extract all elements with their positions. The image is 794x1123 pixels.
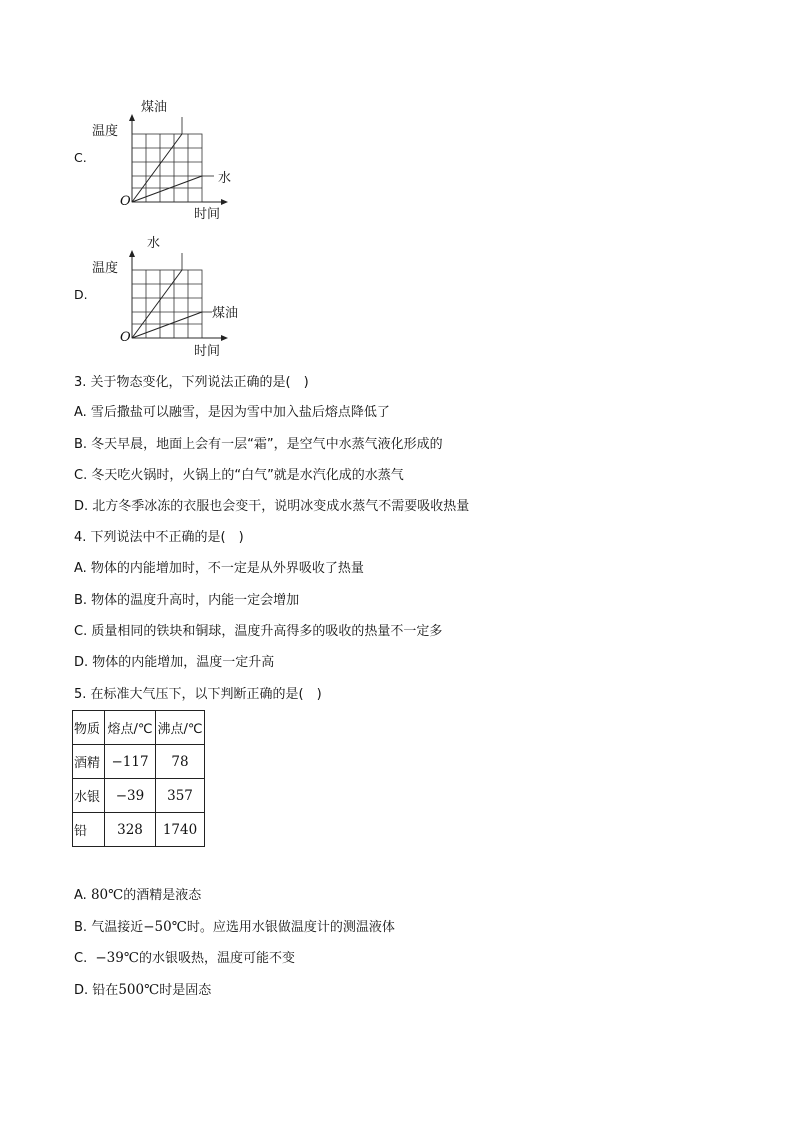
table-cell: 357	[156, 779, 205, 813]
option-math: 500℃	[118, 982, 160, 998]
figure-d-y-axis-label: 温度	[92, 261, 119, 276]
q4-option-b: B. 物体的温度升高时，内能一定会增加	[74, 593, 300, 608]
q5-option-c	[74, 950, 295, 967]
table-header-row	[73, 711, 205, 745]
figure-c-origin-label: O	[120, 194, 131, 209]
option-letter: C.	[74, 951, 88, 966]
table-cell: 酒精	[73, 745, 105, 779]
q5-option-d	[74, 982, 211, 999]
table-header-cell: 熔点/℃	[105, 711, 156, 745]
figure-c-top-line-label: 煤油	[141, 100, 168, 115]
table-cell: 328	[105, 813, 156, 847]
q3-option-d: D. 北方冬季冰冻的衣服也会变干，说明冰变成水蒸气不需要吸收热量	[74, 499, 470, 514]
option-math: −39℃	[95, 950, 139, 966]
figure-d-bottom-line-label: 煤油	[212, 306, 239, 321]
q5-option-a	[74, 887, 201, 904]
q3-option-a: A. 雪后撒盐可以融雪，是因为雪中加入盐后熔点降低了	[74, 405, 390, 420]
option-pre: 气温接近	[91, 920, 144, 935]
table-cell: 水银	[73, 779, 105, 813]
figure-c-bottom-line-label: 水	[218, 171, 232, 186]
figure-c-x-axis-label: 时间	[194, 207, 221, 222]
figure-c-graph	[120, 112, 230, 212]
option-math: 80℃	[90, 887, 124, 903]
option-letter: A.	[74, 888, 87, 903]
figure-c	[70, 92, 250, 222]
q3-stem: 3. 关于物态变化，下列说法正确的是( )	[74, 375, 309, 390]
table-row	[73, 745, 205, 779]
option-math: −50℃	[143, 919, 187, 935]
table-cell: 1740	[156, 813, 205, 847]
figure-d-graph	[120, 248, 230, 348]
q5-data-table	[72, 710, 205, 847]
option-text: 的水银吸热，温度可能不变	[138, 951, 295, 966]
table-row	[73, 779, 205, 813]
table-cell: 铅	[73, 813, 105, 847]
option-text: 时是固态	[159, 983, 212, 998]
table-header-cell: 沸点/℃	[156, 711, 205, 745]
option-letter: D.	[74, 983, 89, 998]
figure-c-y-axis-label: 温度	[92, 124, 119, 139]
figure-d-origin-label: O	[120, 330, 131, 345]
table-row	[73, 813, 205, 847]
figure-c-option-label: C.	[74, 150, 87, 165]
table-header-cell: 物质	[73, 711, 105, 745]
table-cell: −39	[105, 779, 156, 813]
option-text: 的酒精是液态	[123, 888, 202, 903]
option-letter: B.	[74, 920, 88, 935]
q5-stem: 5. 在标准大气压下，以下判断正确的是( )	[74, 687, 322, 702]
table-cell: 78	[156, 745, 205, 779]
q3-option-b: B. 冬天早晨，地面上会有一层“霜”，是空气中水蒸气液化形成的	[74, 437, 443, 452]
q3-option-c: C. 冬天吃火锅时，火锅上的“白气”就是水汽化成的水蒸气	[74, 468, 404, 483]
table-cell: −117	[105, 745, 156, 779]
q4-option-c: C. 质量相同的铁块和铜球，温度升高得多的吸收的热量不一定多	[74, 624, 443, 639]
figure-d-option-label: D.	[74, 287, 88, 302]
q5-option-b	[74, 919, 395, 936]
figure-d-top-line-label: 水	[147, 236, 161, 251]
q4-option-d: D. 物体的内能增加，温度一定升高	[74, 655, 275, 670]
q4-option-a: A. 物体的内能增加时，不一定是从外界吸收了热量	[74, 561, 364, 576]
figure-d-x-axis-label: 时间	[194, 344, 221, 359]
option-text: 时。应选用水银做温度计的测温液体	[186, 920, 395, 935]
figure-d	[70, 228, 260, 358]
q4-stem: 4. 下列说法中不正确的是( )	[74, 530, 244, 545]
option-pre: 铅在	[92, 983, 119, 998]
